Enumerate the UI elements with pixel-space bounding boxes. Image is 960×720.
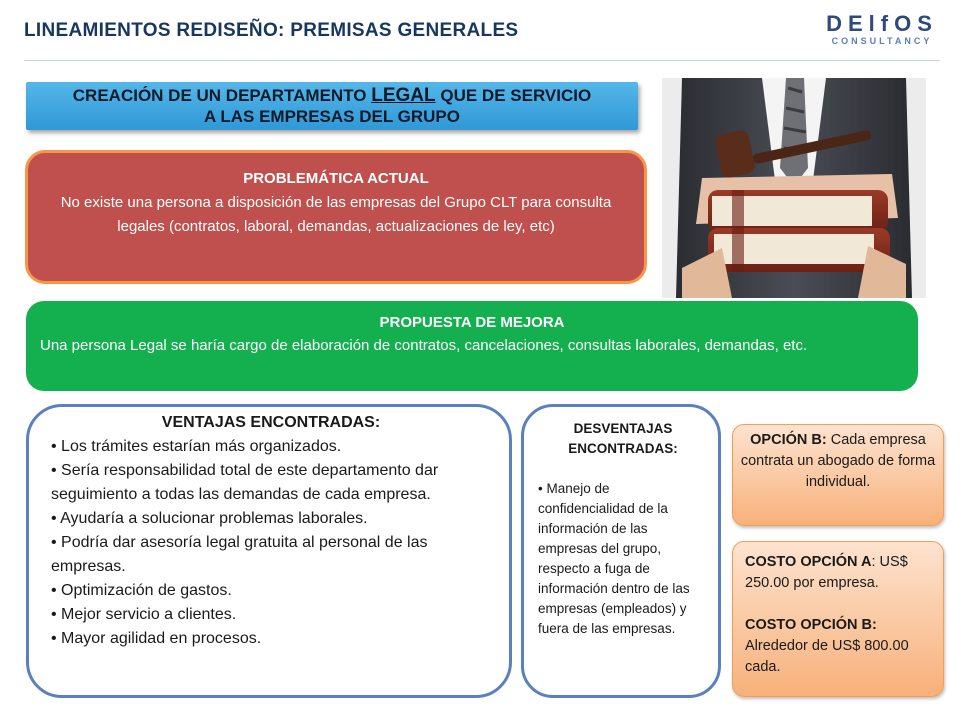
advantages-list [51, 435, 491, 651]
banner-text-before: CREACIÓN DE UN DEPARTAMENTO [72, 86, 372, 105]
disadvantages-box [521, 404, 721, 698]
list-item: • Optimización de gastos. [51, 579, 491, 603]
option-b-text: Cada empresa contrata un abogado de forma individual. [740, 432, 936, 490]
logo-sub-text: CONSULTANCY [831, 36, 933, 46]
photo-illustration [662, 78, 926, 298]
current-problem-box [25, 150, 647, 284]
list-item: • Ayudaría a solucionar problemas laborales. [51, 507, 491, 531]
option-b-label: OPCIÓN B: [750, 432, 827, 448]
banner-line-2: A LAS EMPRESAS DEL GRUPO [204, 107, 460, 126]
cost-a-label: COSTO OPCIÓN A [745, 554, 872, 570]
banner-highlight: LEGAL [371, 85, 436, 106]
problem-title: PROBLEMÁTICA ACTUAL [243, 170, 429, 187]
advantages-box [26, 404, 512, 698]
list-item: • Mayor agilidad en procesos. [51, 627, 491, 651]
cost-box [732, 541, 944, 697]
list-item: • Mejor servicio a clientes. [51, 603, 491, 627]
title-divider [24, 60, 940, 61]
cost-option-a [745, 552, 935, 594]
option-b-box [732, 424, 944, 526]
list-item: • Sería responsabilidad total de este departamento dar seguimiento a todas las demandas de cada empresa. [51, 459, 491, 507]
cost-option-b [745, 615, 935, 678]
proposal-title: PROPUESTA DE MEJORA [379, 314, 565, 331]
advantages-title: VENTAJAS ENCONTRADAS: [161, 414, 381, 431]
banner-text-after: QUE DE SERVICIO [435, 86, 592, 105]
cost-b-label: COSTO OPCIÓN B: [745, 617, 877, 633]
logo-main-text: DElfOS [826, 11, 938, 36]
disadvantages-title: DESVENTAJAS ENCONTRADAS: [568, 421, 678, 456]
disadvantages-item: • Manejo de confidencialidad de la información de las empresas del grupo, respecto a fuga de información dentro de las empresas (empleados) y fuera de las empresas. [538, 481, 690, 636]
improvement-proposal-box [26, 301, 918, 391]
slide-title: LINEAMIENTOS REDISEÑO: PREMISAS GENERALES [24, 20, 519, 41]
section-banner [26, 82, 638, 130]
lawyer-books-gavel-photo [662, 78, 926, 298]
list-item: • Los trámites estarían más organizados. [51, 435, 491, 459]
problem-text: No existe una persona a disposición de las empresas del Grupo CLT para consulta legales (contratos, laboral, demandas, actualizaciones de ley, etc) [60, 194, 612, 235]
proposal-text: Una persona Legal se haría cargo de elaboración de contratos, cancelaciones, consultas laborales, demandas, etc. [40, 337, 808, 354]
banner-line-1 [26, 85, 638, 106]
cost-a-text: : US$ 250.00 por empresa. [745, 554, 908, 591]
cost-b-text: Alrededor de US$ 800.00 cada. [745, 638, 909, 675]
list-item: • Podría dar asesoría legal gratuita al personal de las empresas. [51, 531, 491, 579]
company-logo [822, 12, 942, 46]
